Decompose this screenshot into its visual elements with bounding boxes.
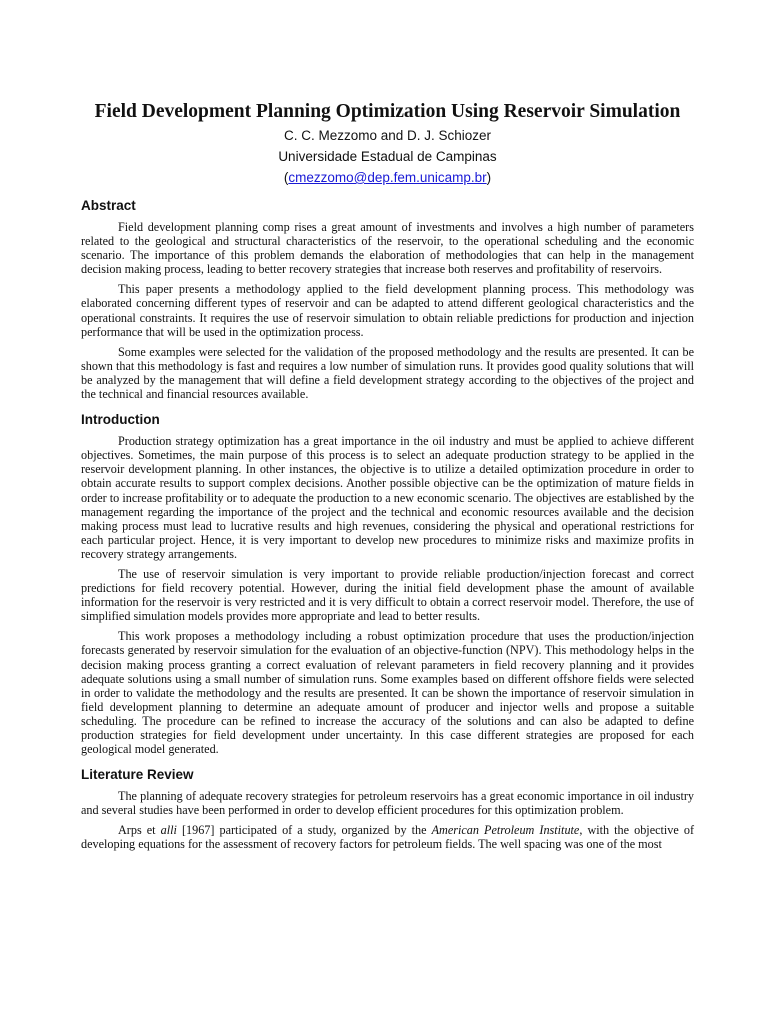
literature-review-heading: Literature Review: [81, 767, 194, 783]
introduction-paragraph: This work proposes a methodology including a robust optimization procedure that uses the production/injection forecasts generated by reservoir simulation for the evaluation of an objective-function (NPV). This methodology helps in the decision making process granting a correct evaluation of relevant parameters in field recovery planning and it provides adequate solutions using a small number of simulation runs. Some examples based on different offshore fields were selected in order to validate the methodology and the results are presented. It can be shown the importance of reservoir simulation in field development planning to determine an adequate amount of producer and injector wells and propose a suitable scheduling. The procedure can be refined to increase the accuracy of the solutions and can also be adapted to define production strategies for field development under uncertainty. In this case different strategies are proposed for each geological model generated.: [81, 629, 694, 757]
et-alli-italic: alli: [160, 823, 177, 838]
abstract-paragraph: Field development planning comp rises a great amount of investments and involves a high number of parameters related to the geological and structural characteristics of the reservoir, to the operational scheduling and the economic scenario. The importance of this problem demands the elaboration of methodologies that can help in the management decision making process, leading to better recovery strategies that increase both reserves and profitability of reservoirs.: [81, 220, 694, 277]
author-email: [81, 167, 694, 188]
literature-review-section: [81, 767, 694, 851]
introduction-paragraph: Production strategy optimization has a great importance in the oil industry and must be applied to achieve different objectives. Sometimes, the main purpose of this process is to select an adequate production strategy to be applied in the reservoir development planning. In other instances, the objective is to utilize a detailed optimization procedure in order to obtain accurate results to support complex decisions. Another possible objective can be the optimization of mature fields in order to increase profitability or to adequate the production to a new economic scenario. The objectives are established by the management regarding the importance of the project and the technical and economic resources available and the decision making process must lead to lucrative results and high revenues, considering the physical and operational restrictions for each particular project. Hence, it is very important to develop new procedures to minimize risks and maximize profits in recovery strategy arrangements.: [81, 434, 694, 561]
paper-page: [81, 100, 694, 852]
objective-text: , with the objective of developing equations for the assessment of recovery factors for petroleum fields. The well spacing was one of the most: [81, 823, 695, 852]
abstract-section: [81, 198, 694, 401]
email-close-paren: ): [486, 170, 492, 185]
affiliation: Universidade Estadual de Campinas: [278, 149, 497, 164]
abstract-paragraph: This paper presents a methodology applied to the field development planning process. This methodology was elaborated concerning different types of reservoir and can be adapted to attend different geological characteristics and the operational constraints. It requires the use of reservoir simulation to obtain reliable predictions for production and injection performance that will be used in the optimization process.: [81, 282, 694, 339]
email-open-paren: (: [283, 170, 289, 185]
institute-name: American Petroleum Institute: [431, 823, 580, 838]
literature-review-paragraph: [81, 823, 694, 851]
email-link[interactable]: cmezzomo@dep.fem.unicamp.br: [288, 170, 487, 185]
paper-title: Field Development Planning Optimization Using Reservoir Simulation: [94, 101, 681, 122]
arps-citation-text: Arps et: [118, 823, 161, 838]
introduction-paragraph: The use of reservoir simulation is very important to provide reliable production/injection forecast and correct predictions for field recovery potential. However, during the initial field development phase the amount of available information for the reservoir is very restricted and it is very difficult to obtain a correct reservoir model. Therefore, the use of simplified simulation models provides more appropriate and lead to better results.: [81, 566, 694, 624]
abstract-paragraph: Some examples were selected for the validation of the proposed methodology and the results are presented. It can be shown that this methodology is fast and requires a low number of simulation runs. It provides good quality solutions that will be analyzed by the management that will define a field development strategy according to the objectives of the project and the technical and financial resources available.: [81, 344, 694, 402]
introduction-heading: Introduction: [81, 412, 160, 428]
literature-review-paragraph: The planning of adequate recovery strategies for petroleum reservoirs has a great economic importance in oil industry and several studies have been performed in order to develop efficient procedures for this optimization problem.: [81, 789, 694, 818]
introduction-section: [81, 412, 694, 756]
authors: C. C. Mezzomo and D. J. Schiozer: [283, 128, 492, 143]
citation-year-text: [1967] participated of a study, organized by the: [176, 823, 432, 838]
abstract-heading: Abstract: [81, 198, 136, 213]
